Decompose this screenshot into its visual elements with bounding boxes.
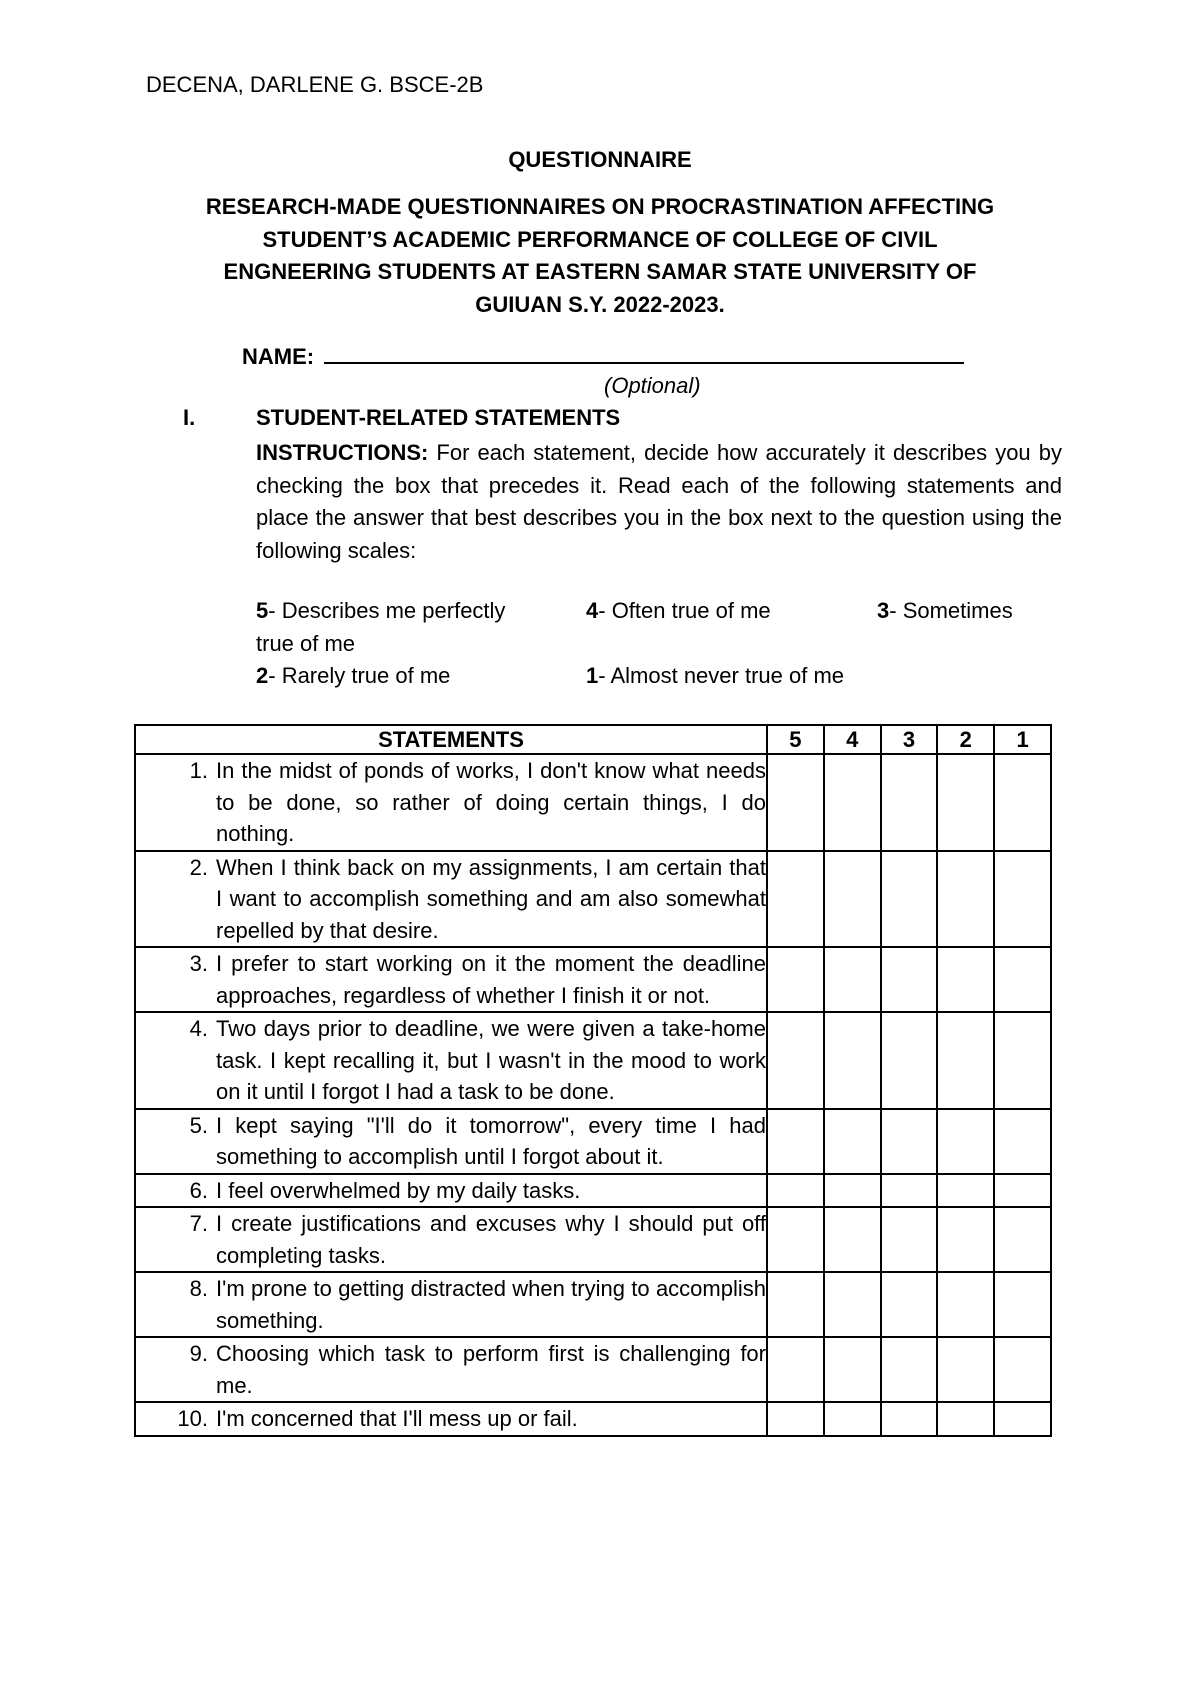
- rating-checkbox-4[interactable]: [824, 1402, 881, 1436]
- instructions-label: INSTRUCTIONS:: [256, 440, 429, 465]
- scale-1-text: - Almost never true of me: [598, 663, 845, 688]
- rating-checkbox-3[interactable]: [881, 1207, 938, 1272]
- scale-5: [256, 595, 505, 628]
- rating-checkbox-5[interactable]: [767, 1207, 824, 1272]
- scale-header-1: 1: [994, 725, 1051, 754]
- research-title-line: STUDENT’S ACADEMIC PERFORMANCE OF COLLEGE OF CIVIL: [262, 226, 938, 252]
- rating-checkbox-1[interactable]: [994, 947, 1051, 1012]
- rating-checkbox-4[interactable]: [824, 1012, 881, 1109]
- rating-checkbox-4[interactable]: [824, 754, 881, 851]
- rating-checkbox-1[interactable]: [994, 1174, 1051, 1208]
- rating-checkbox-5[interactable]: [767, 947, 824, 1012]
- rating-checkbox-5[interactable]: [767, 1109, 824, 1174]
- rating-checkbox-4[interactable]: [824, 1207, 881, 1272]
- research-title-line: RESEARCH-MADE QUESTIONNAIRES ON PROCRASTINATION AFFECTING: [205, 194, 995, 219]
- statement-text: Two days prior to deadline, we were given a take-home task. I kept recalling it, but I wasn't in the mood to work on it until I forgot I had a task to be done.: [216, 1016, 766, 1104]
- rating-checkbox-3[interactable]: [881, 1174, 938, 1208]
- rating-checkbox-3[interactable]: [881, 1337, 938, 1402]
- scale-2-text: - Rarely true of me: [268, 663, 451, 688]
- statement-cell: [135, 947, 767, 1012]
- table-row: [135, 1207, 1051, 1272]
- section-title: STUDENT-RELATED STATEMENTS: [256, 405, 621, 430]
- statement-cell: [135, 851, 767, 948]
- scale-5-number: 5: [256, 598, 269, 623]
- table-row: [135, 1337, 1051, 1402]
- scale-1: [586, 660, 844, 693]
- statement-number: 3.: [189, 951, 208, 976]
- statement-cell: [135, 1207, 767, 1272]
- rating-checkbox-3[interactable]: [881, 1402, 938, 1436]
- scale-header-3: 3: [881, 725, 938, 754]
- statement-cell: [135, 1272, 767, 1337]
- rating-checkbox-3[interactable]: [881, 851, 938, 948]
- table-row: [135, 1109, 1051, 1174]
- rating-checkbox-5[interactable]: [767, 1272, 824, 1337]
- rating-checkbox-1[interactable]: [994, 754, 1051, 851]
- rating-checkbox-3[interactable]: [881, 947, 938, 1012]
- name-optional-note: (Optional): [604, 373, 701, 398]
- statement-cell: [135, 1337, 767, 1402]
- scale-4: [586, 595, 771, 628]
- statements-table: [134, 724, 1052, 1437]
- scale-3-continued: true of me: [256, 630, 356, 656]
- statements-header: STATEMENTS: [135, 725, 767, 754]
- statement-number: 1.: [189, 758, 208, 783]
- table-row: [135, 947, 1051, 1012]
- section-number: I.: [183, 405, 196, 430]
- rating-checkbox-1[interactable]: [994, 1272, 1051, 1337]
- rating-checkbox-2[interactable]: [937, 1272, 994, 1337]
- statement-text: I feel overwhelmed by my daily tasks.: [216, 1177, 581, 1203]
- rating-checkbox-5[interactable]: [767, 1012, 824, 1109]
- research-title-line: GUIUAN S.Y. 2022-2023.: [475, 291, 725, 317]
- rating-checkbox-3[interactable]: [881, 1109, 938, 1174]
- rating-checkbox-2[interactable]: [937, 1012, 994, 1109]
- scale-2-number: 2: [256, 663, 269, 688]
- scale-3-number: 3: [877, 598, 890, 623]
- rating-checkbox-2[interactable]: [937, 754, 994, 851]
- rating-checkbox-2[interactable]: [937, 1402, 994, 1436]
- rating-checkbox-2[interactable]: [937, 1174, 994, 1208]
- author-line: DECENA, DARLENE G. BSCE-2B: [146, 72, 484, 97]
- statement-cell: [135, 1012, 767, 1109]
- research-title: [150, 191, 1050, 321]
- table-row: [135, 1012, 1051, 1109]
- rating-checkbox-4[interactable]: [824, 1272, 881, 1337]
- scale-header-4: 4: [824, 725, 881, 754]
- statement-number: 4.: [189, 1016, 208, 1041]
- table-row: [135, 1402, 1051, 1436]
- table-header-row: [135, 725, 1051, 754]
- scale-3-text: - Sometimes: [889, 598, 1013, 623]
- rating-checkbox-1[interactable]: [994, 851, 1051, 948]
- statement-text: I create justifications and excuses why I should put off completing tasks.: [216, 1211, 766, 1268]
- scale-2: [256, 660, 450, 693]
- table-row: [135, 1174, 1051, 1208]
- scale-header-5: 5: [767, 725, 824, 754]
- scale-4-text: - Often true of me: [598, 598, 771, 623]
- rating-checkbox-4[interactable]: [824, 1337, 881, 1402]
- statement-cell: [135, 1109, 767, 1174]
- statement-number: 5.: [189, 1112, 208, 1138]
- rating-checkbox-1[interactable]: [994, 1012, 1051, 1109]
- statement-number: 2.: [189, 854, 208, 880]
- table-row: [135, 851, 1051, 948]
- rating-checkbox-1[interactable]: [994, 1207, 1051, 1272]
- rating-checkbox-1[interactable]: [994, 1337, 1051, 1402]
- table-row: [135, 1272, 1051, 1337]
- scale-3: [877, 595, 1013, 628]
- instructions-text: For each statement, decide how accurately it describes you by checking the box that precedes it. Read each of the following statements and place the answer that best describes you in the box next to the question using the following scales:: [256, 440, 1062, 563]
- rating-checkbox-3[interactable]: [881, 754, 938, 851]
- rating-checkbox-4[interactable]: [824, 851, 881, 948]
- rating-checkbox-2[interactable]: [937, 1109, 994, 1174]
- scale-header-2: 2: [937, 725, 994, 754]
- rating-checkbox-5[interactable]: [767, 1402, 824, 1436]
- rating-checkbox-2[interactable]: [937, 851, 994, 948]
- statement-text: I'm prone to getting distracted when trying to accomplish something.: [216, 1276, 766, 1333]
- scale-1-number: 1: [586, 663, 599, 688]
- rating-checkbox-4[interactable]: [824, 1109, 881, 1174]
- statement-text: I'm concerned that I'll mess up or fail.: [216, 1406, 578, 1431]
- statement-text: I kept saying "I'll do it tomorrow", every time I had something to accomplish until I forgot about it.: [216, 1112, 766, 1169]
- rating-checkbox-2[interactable]: [937, 1337, 994, 1402]
- rating-checkbox-2[interactable]: [937, 1207, 994, 1272]
- statement-cell: [135, 754, 767, 851]
- name-field-row: [242, 340, 964, 370]
- scale-5-text: - Describes me perfectly: [268, 598, 506, 623]
- instructions-paragraph: [256, 437, 1062, 567]
- statement-text: Choosing which task to perform first is challenging for me.: [216, 1341, 766, 1398]
- statement-number: 10.: [177, 1406, 208, 1431]
- rating-checkbox-5[interactable]: [767, 1337, 824, 1402]
- rating-checkbox-5[interactable]: [767, 851, 824, 948]
- name-label: NAME:: [242, 344, 315, 369]
- rating-checkbox-5[interactable]: [767, 1174, 824, 1208]
- document-title: QUESTIONNAIRE: [508, 147, 692, 172]
- rating-checkbox-3[interactable]: [881, 1012, 938, 1109]
- rating-checkbox-3[interactable]: [881, 1272, 938, 1337]
- statement-text: I prefer to start working on it the moment the deadline approaches, regardless of whether I finish it or not.: [216, 951, 766, 1008]
- research-title-line: ENGNEERING STUDENTS AT EASTERN SAMAR STATE UNIVERSITY OF: [223, 259, 977, 284]
- statement-text: In the midst of ponds of works, I don't know what needs to be done, so rather of doing certain things, I do nothing.: [216, 758, 766, 846]
- scale-4-number: 4: [586, 598, 599, 623]
- rating-checkbox-1[interactable]: [994, 1109, 1051, 1174]
- statement-number: 7.: [189, 1211, 208, 1236]
- rating-checkbox-4[interactable]: [824, 1174, 881, 1208]
- rating-checkbox-5[interactable]: [767, 754, 824, 851]
- statement-number: 8.: [189, 1276, 208, 1301]
- scale-legend: [256, 595, 1062, 693]
- statement-number: 6.: [189, 1177, 208, 1203]
- statement-text: When I think back on my assignments, I am certain that I want to accomplish something and am also somewhat repelled by that desire.: [216, 854, 766, 943]
- rating-checkbox-1[interactable]: [994, 1402, 1051, 1436]
- rating-checkbox-2[interactable]: [937, 947, 994, 1012]
- statement-cell: [135, 1402, 767, 1436]
- name-blank-line[interactable]: [324, 340, 964, 364]
- statement-number: 9.: [189, 1341, 208, 1366]
- rating-checkbox-4[interactable]: [824, 947, 881, 1012]
- table-row: [135, 754, 1051, 851]
- statement-cell: [135, 1174, 767, 1208]
